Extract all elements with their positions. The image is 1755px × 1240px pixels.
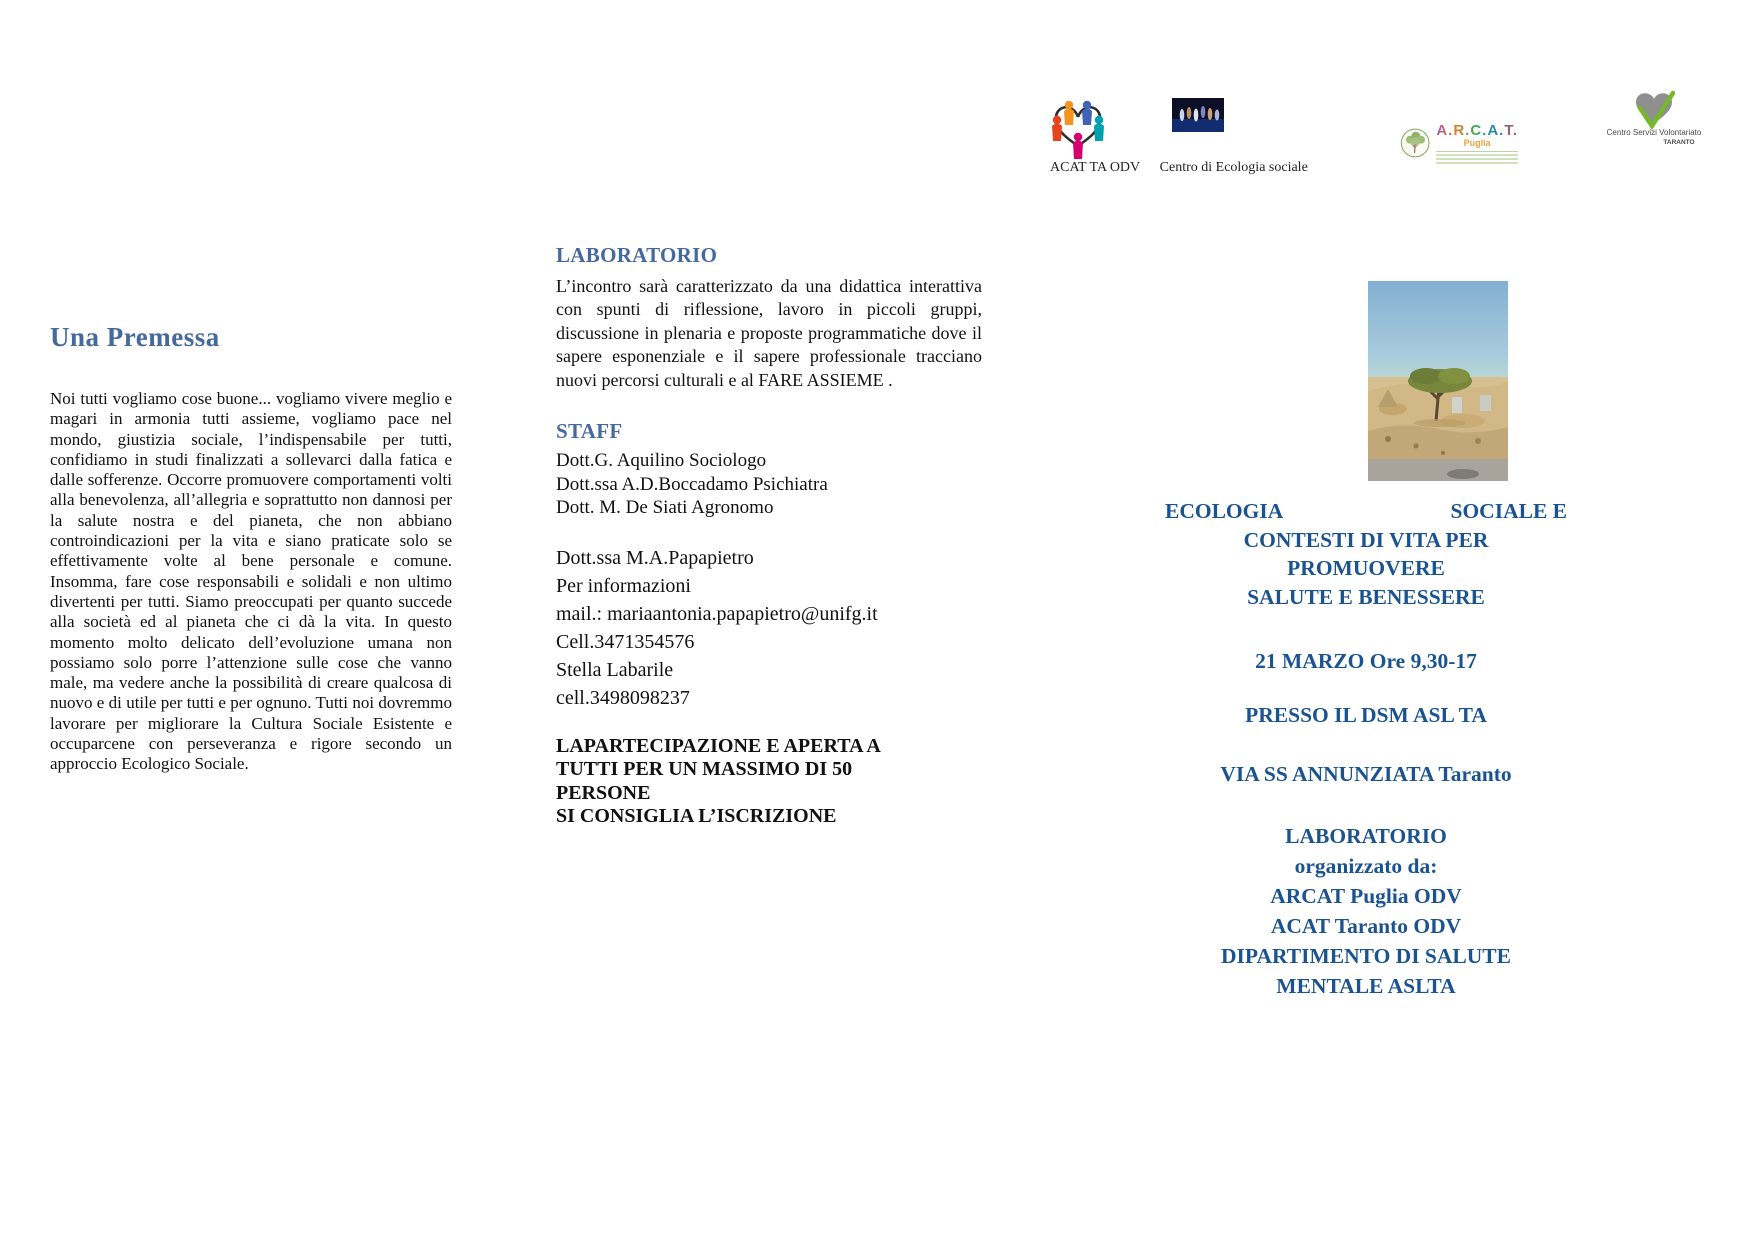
premessa-heading: Una Premessa	[50, 322, 220, 352]
arcat-wordmark: A.R.C.A.T.	[1436, 121, 1518, 139]
contact-email: mail.: mariaantonia.papapietro@unifg.it	[556, 602, 878, 625]
event-title-word-left: ECOLOGIA	[1165, 499, 1284, 523]
staff-line: Dott.G. Aquilino Sociologo	[556, 450, 767, 472]
tree-photo	[1368, 281, 1508, 481]
contact-phone-2: cell.3498098237	[556, 686, 690, 709]
participation-line: TUTTI PER UN MASSIMO DI 50	[556, 758, 853, 781]
organizer-line: MENTALE ASLTA	[1276, 974, 1456, 998]
event-lab-label: LABORATORIO	[1285, 824, 1447, 848]
organizer-line: ARCAT Puglia ODV	[1270, 884, 1462, 908]
staff-line: Dott. M. De Siati Agronomo	[556, 497, 774, 519]
acat-people-heart-logo	[1048, 93, 1108, 161]
event-title	[1165, 497, 1567, 611]
event-organizers	[1165, 821, 1567, 1001]
event-title-line3: SALUTE E BENESSERE	[1247, 584, 1485, 609]
contact-block	[556, 544, 982, 712]
event-address: VIA SS ANNUNZIATA Taranto	[1220, 762, 1512, 786]
staff-line: Dott.ssa A.D.Boccadamo Psichiatra	[556, 473, 828, 495]
participation-notice	[556, 735, 982, 829]
caption-acat: ACAT TA ODV	[1050, 160, 1141, 175]
contact-name: Dott.ssa M.A.Papapietro	[556, 546, 754, 569]
laboratorio-paragraph: L’incontro sarà caratterizzato da una didattica interattiva con spunti di riflessione, lavoro in piccoli gruppi, discussione in plenaria e proposte programmatiche dove il sapere esponenziale e il sapere professionale tracciano nuovi percorsi culturali e al FARE ASSIEME .	[556, 276, 982, 390]
left-column	[50, 322, 452, 775]
arcat-subtitle: Puglia	[1463, 137, 1491, 148]
caption-ecologia: Centro di Ecologia sociale	[1159, 160, 1308, 175]
participation-line: SI CONSIGLIA L’ISCRIZIONE	[556, 805, 837, 828]
organizer-line: DIPARTIMENTO DI SALUTE	[1221, 944, 1511, 968]
laboratorio-heading: LABORATORIO	[556, 243, 718, 267]
premessa-paragraph: Noi tutti vogliamo cose buone... vogliamo vivere meglio e magari in armonia tutti assieme, vogliamo pace nel mondo, giustizia sociale, l’indispensabile per tutti, confidiamo in studi finalizzati a sollevarci dalla fatica e dalle sofferenze. Occorre promuovere comportamenti volti alla benevolenza, all’allegria e soprattutto non dannosi per la salute nostra e del pianeta, che non abbiano controindicazioni per la vita e siano praticate solo se effettivamente volte al bene personale e comune. Insomma, fare cose responsabili e solidali e non ultimo divertenti per tutti. Siamo preoccupati per quanto succede alla società ed al pianeta che ci dà la vita. In questo momento molto delicato dell’evoluzione umana non possiamo solo porre l’attenzione sulle cose che vanno male, ma vedere anche la possibilità di creare qualcosa di nuovo e di utile per tutti e per ognuno. Tutti noi dovremmo lavorare per migliorare la Cultura Sociale Esistente e occuparcene con perseveranza e rigore secondo un approccio Ecologico Sociale.	[50, 389, 452, 774]
group-photo-icon	[1172, 98, 1224, 132]
event-organized-by: organizzato da:	[1294, 854, 1438, 878]
heart-check-icon	[1595, 85, 1713, 147]
event-title-word-right: SOCIALE E	[1450, 499, 1567, 523]
event-datetime: 21 MARZO Ore 9,30-17	[1255, 649, 1477, 673]
people-heart-icon	[1048, 93, 1108, 161]
event-panel	[1165, 497, 1567, 1001]
contact-name-2: Stella Labarile	[556, 658, 674, 681]
desert-tree-image	[1368, 281, 1508, 481]
csv-logo-city: TARANTO	[1663, 139, 1695, 146]
contact-phone: Cell.3471354576	[556, 630, 695, 653]
event-title-line2: CONTESTI DI VITA PER PROMUOVERE	[1243, 527, 1489, 580]
middle-column	[556, 243, 982, 829]
csv-taranto-logo	[1595, 85, 1713, 147]
logos-caption	[1050, 160, 1470, 176]
event-venue: PRESSO IL DSM ASL TA	[1245, 703, 1487, 727]
participation-line: LAPARTECIPAZIONE E APERTA A	[556, 734, 881, 757]
participation-line: PERSONE	[556, 781, 651, 804]
organizer-line: ACAT Taranto ODV	[1270, 914, 1462, 938]
ecologia-sociale-photo-logo	[1172, 98, 1224, 132]
staff-list	[556, 449, 982, 520]
staff-heading: STAFF	[556, 419, 623, 444]
contact-info-label: Per informazioni	[556, 574, 691, 597]
csv-logo-text: Centro Servizi Volontariato	[1606, 128, 1702, 137]
